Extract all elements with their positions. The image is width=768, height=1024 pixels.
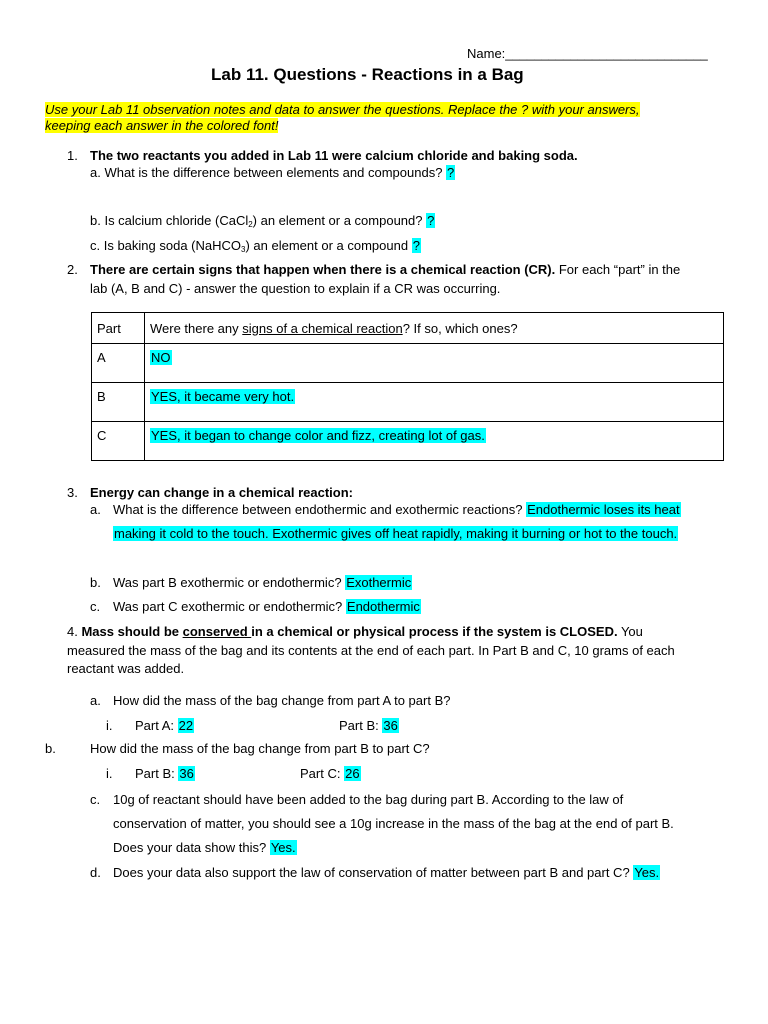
q1-text: The two reactants you added in Lab 11 were calcium chloride and baking soda. — [90, 148, 578, 163]
q4a-part-b — [339, 718, 399, 733]
table-header-part: Part — [92, 313, 145, 344]
table-row-answer: YES, it began to change color and fizz, creating lot of gas. — [151, 428, 485, 443]
q4a-part-b-label: Part B: — [339, 718, 379, 733]
q4b-label: b. — [45, 741, 56, 756]
q4b-i-label: i. — [106, 766, 113, 781]
q2-prompt — [90, 262, 680, 277]
instructions-line-2: keeping each answer in the colored font! — [45, 118, 279, 133]
q4-intro — [67, 624, 643, 639]
q4-line-3: reactant was added. — [67, 661, 185, 676]
q4b-part-c — [300, 766, 361, 781]
q3b-label: b. — [90, 575, 101, 590]
name-line: ____________________________ — [505, 46, 708, 61]
q4d-label: d. — [90, 865, 101, 880]
q1-prompt — [90, 148, 578, 163]
q4c-text-1: 10g of reactant should have been added to the bag during part B. According to the law of — [113, 792, 624, 807]
q3c-text: Was part C exothermic or endothermic? — [113, 599, 343, 614]
q4d — [113, 865, 660, 880]
q1b-answer: ? — [427, 213, 435, 228]
q3a-text: What is the difference between endothermic and exothermic reactions? — [113, 502, 523, 517]
q2-text-2: lab (A, B and C) - answer the question to explain if a CR was occurring. — [90, 281, 501, 296]
q3-text: Energy can change in a chemical reaction: — [90, 485, 353, 500]
table-row-part: C — [92, 422, 145, 461]
q4a-i-label: i. — [106, 718, 113, 733]
q3a — [113, 502, 681, 517]
q4-bold-2: in a chemical or physical process if the system is CLOSED. — [251, 624, 618, 639]
table-header-question-1: Were there any — [150, 320, 243, 336]
q4b-part-c-value: 26 — [345, 766, 360, 781]
q4a-part-a-label: Part A: — [135, 718, 175, 733]
table-row — [92, 422, 724, 461]
q1c-subscript: 3 — [241, 245, 246, 254]
q1a-answer: ? — [447, 165, 455, 180]
q1c-text-1: c. Is baking soda (NaHCO — [90, 238, 242, 253]
table-row-part: A — [92, 344, 145, 383]
table-header-row — [92, 313, 724, 344]
table-header-question-2: ? If so, which ones? — [402, 320, 518, 336]
page-title: Lab 11. Questions - Reactions in a Bag — [211, 65, 524, 84]
table-row — [92, 383, 724, 422]
q4d-answer: Yes. — [634, 865, 660, 880]
q4d-text: Does your data also support the law of conservation of matter between part B and part C? — [113, 865, 630, 880]
q3c-label: c. — [90, 599, 101, 614]
q1-number: 1. — [67, 148, 78, 163]
table-header-question-underlined: signs of a chemical reaction — [242, 320, 403, 336]
q4c-label: c. — [90, 792, 101, 807]
q4b-part-c-label: Part C: — [300, 766, 341, 781]
q2-text-1: For each “part” in the — [555, 262, 681, 277]
q4a-text: How did the mass of the bag change from part A to part B? — [113, 693, 451, 708]
q1b-text-2: ) an element or a compound? — [252, 213, 423, 228]
q3a-answer-2: making it cold to the touch. Exothermic gives off heat rapidly, making it burning or hot to the touch. — [114, 526, 678, 541]
q4-number: 4. — [67, 624, 82, 639]
q4b-part-b-label: Part B: — [135, 766, 175, 781]
q3a-continued — [113, 526, 678, 541]
q4a-part-a — [135, 718, 194, 733]
q4a-part-b-value: 36 — [383, 718, 398, 733]
q4c-answer: Yes. — [270, 840, 296, 855]
instructions — [45, 102, 640, 133]
table-row-answer-cell — [145, 383, 724, 422]
q4b-part-b — [135, 766, 195, 781]
q4b-part-b-value: 36 — [179, 766, 194, 781]
q3a-label: a. — [90, 502, 101, 517]
q3-prompt — [90, 485, 353, 500]
table-row-part: B — [92, 383, 145, 422]
q1b — [90, 213, 435, 228]
q1b-text-1: b. Is calcium chloride (CaCl — [90, 213, 249, 228]
q4c-text-3: Does your data show this? — [113, 840, 267, 855]
q2-bold-text: There are certain signs that happen when there is a chemical reaction (CR). — [90, 262, 556, 277]
table-row-answer-cell — [145, 344, 724, 383]
signs-table — [91, 312, 724, 461]
name-field — [467, 46, 708, 61]
q3c — [113, 599, 421, 614]
q3b — [113, 575, 412, 590]
q4a-label: a. — [90, 693, 101, 708]
q1c-text-2: ) an element or a compound — [245, 238, 409, 253]
q3-number: 3. — [67, 485, 78, 500]
q4-intro-2: You — [617, 624, 643, 639]
q1c — [90, 238, 421, 253]
q3c-answer: Endothermic — [346, 599, 420, 614]
q1c-answer: ? — [412, 238, 420, 253]
table-row-answer: NO — [151, 350, 171, 365]
q1a — [90, 165, 455, 180]
q4-bold-1: Mass should be — [81, 624, 183, 639]
q1a-text: a. What is the difference between elements and compounds? — [90, 165, 443, 180]
q4a-part-a-value: 22 — [178, 718, 194, 733]
table-row — [92, 344, 724, 383]
q4c-line-3 — [113, 840, 297, 855]
q4c-text-2: conservation of matter, you should see a 10g increase in the mass of the bag at the end of part B. — [113, 816, 674, 831]
q4-line-2: measured the mass of the bag and its contents at the end of each part. In Part B and C, 10 grams of each — [67, 643, 675, 658]
q3a-answer-1: Endothermic loses its heat — [527, 502, 680, 517]
table-header-question — [145, 313, 724, 344]
q4-bold-underlined: conserved — [182, 624, 252, 639]
table-row-answer-cell — [145, 422, 724, 461]
q3b-answer: Exothermic — [346, 575, 412, 590]
q2-number: 2. — [67, 262, 78, 277]
q3b-text: Was part B exothermic or endothermic? — [113, 575, 342, 590]
q4b-text: How did the mass of the bag change from part B to part C? — [90, 741, 430, 756]
instructions-line-1: Use your Lab 11 observation notes and data to answer the questions. Replace the ? with your answers, — [45, 102, 640, 117]
table-row-answer: YES, it became very hot. — [151, 389, 295, 404]
name-label: Name: — [467, 46, 506, 61]
q1b-subscript: 2 — [248, 220, 253, 229]
